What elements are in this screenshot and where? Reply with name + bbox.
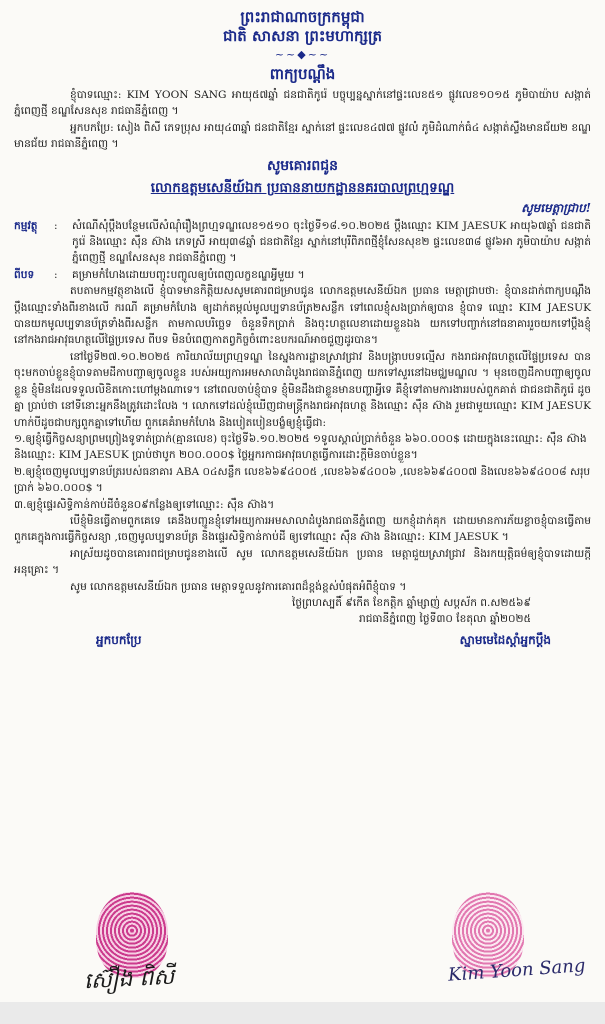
- list-item: ១.ឲ្យខ្ញុំធ្វើកិច្ចសន្យាព្រមព្រៀងទូទាត់ប្រាក់(គ្មានលេខ) ចុះថ្ងៃទី៦.១០.២០២៥ ១ទូលស្គាល់ប្រាក់ចំនួន ៦៦០.០០០$ ដោយក្នុងនេះឈ្មោះ: ស៊ឹន ស៊ាង និងឈ្មោះ: KIM JAESUK ប្រាប់ថាបូក ២០០.០០០$ ថ្លៃអ្នករកាជអាវុធហត្ថធ្វើការដោះក្ដីមិនចាប់ខ្លួន។: [14, 432, 587, 462]
- addressee: លោកឧត្តមសេនីយ៍ឯក ប្រធាននាយកដ្ឋាននគរបាលព្រហ្មទណ្ឌ: [150, 179, 455, 196]
- ornament-divider: ~~◆~~: [274, 48, 331, 61]
- closing-paragraph: សូម លោកឧត្តមសេនីយ៍ឯក ប្រធាន មេត្តាទទួលនូវការគោរពដ៏ខ្ពង់ខ្ពស់បំផុតអំពីខ្ញុំបាទ ។: [70, 580, 407, 593]
- body-paragraph: អាស្រ័យដូចបានគោរពជម្រាបជូនខាងលើ សូម លោកឧត្តមសេនីយ៍ឯក ប្រធាន មេត្តាជួយស្រាវជ្រាវ និងរកយុត្តិធម៌ឲ្យខ្ញុំបាទដោយក្ដីអនុគ្រោះ ។: [14, 547, 591, 577]
- basis-label: ពីបទ: [14, 268, 35, 281]
- translator-label: អ្នកបកប្រែ: [96, 632, 142, 647]
- respectfully-to: សូមគោរពជូន: [266, 157, 339, 174]
- basis-text: គម្រាមកំហែងដោយបញ្ចុះបញ្ចូលឲ្យបំពេញលក្ខខណ្ឌអ្វីមួយ ។: [72, 268, 305, 281]
- kingdom-heading: ព្រះរាជាណាចក្រកម្ពុជា: [240, 8, 365, 26]
- body-paragraph: តបតាមកម្មវត្ថុខាងលើ ខ្ញុំបាទមានកិត្តិយសសូមគោរពជម្រាបជូន លោកឧត្តមសេនីយ៍ឯក ប្រធាន មេត្តាជ្រាបថា: ខ្ញុំបានដាក់ពាក្យបណ្ដឹងប្ដឹងឈ្មោះទាំងពីរខាងលើ ករណី គម្រាមកំហែង ឲ្យដាក់តម្កល់មូលប្បទានប័ត្រ២សន្លឹក ទៅពេលខ្ញុំសងប្រាក់ឲ្យបាន ខ្ញុំបាទ ឈ្មោះ KIM JAESUK បានយកមូលប្បទានប័ត្រទាំងពីរសន្លឹក តាមកាលបរិច្ឆេទ ចំនួនទឹកប្រាក់ និងចុះហត្ថលេខាដោយខ្លួនឯង យកទៅបញ្ចាក់នៅធនាគាររួចយកទៅប្ដឹងខ្ញុំនៅកងរាជអាវុធហត្ថលើផ្ទៃប្រទេស ពីបទ មិនបំពេញកាតព្វកិច្ចចំពោះឧបករណ៍អាចជួញដូរបាន។: [14, 285, 591, 347]
- plaintiff-signature: Kim Yoon Sang: [447, 955, 587, 986]
- body-paragraph: នៅថ្ងៃទី២៧.១០.២០២៥ ការិយាល័យព្រហ្មទណ្ឌ នៃស្នងការដ្ឋានស្រាវជ្រាវ និងបង្ក្រាបបទល្មើស កងរាជអាវុធហត្ថលើផ្ទៃប្រទេស បានចុះមកចាប់ខ្លួនខ្ញុំបាទតាមដីកាបញ្ជាឲ្យចូលខ្លួន របស់អយ្យការអមសាលាដំបូងរាជធានីភ្នំពេញ យកទៅសួរនៅឯមជ្ឈមណ្ឌល ។ មុនចេញដីកាបញ្ជាឲ្យចូលខ្លួន ខ្ញុំមិនដែលទទួលលិខិតកោះហៅម្ដងណាទេ។ នៅពេលចាប់ខ្ញុំបាទ ខ្ញុំមិនដឹងជាខ្លួនមានបញ្ហាអ្វីទេ គឺខ្ញុំទៅតាមការងាររបស់ពួកគាត់ ជាជនជាតិកូរ៉េ ដូចគ្នា ប្រាប់ថា នៅទីនោះអ្នកនឹងត្រូវដោះលែង ។ លោកទៅដល់ខ្ញុំឃើញជាមន្ត្រីកងរាជអាវុធហត្ថ និងឈ្មោះ ស៊ឹន ស៊ាង រួមជាមួយឈ្មោះ KIM JAESUK ហាក់បីដូចជាបក្សពួកគ្នាទៅហើយ ពួកគេគំរាមកំហែង និងបៀតបៀនបង្ខំឲ្យខ្ញុំធ្វើជា:: [14, 350, 591, 429]
- subject-text: សំណើសុំប្ដឹងបន្ថែមលើសំណុំរឿងព្រហ្មទណ្ឌលេខ១៥១០ ចុះថ្ងៃទី១៨.១០.២០២៥ ប្ដឹងឈ្មោះ KIM JAESUK អាយុ៦៧ឆ្នាំ ជនជាតិកូរ៉េ និងឈ្មោះ ស៊ឹន ស៊ាង ភេទស្រី អាយុ៣៨ឆ្នាំ ជនជាតិខ្មែរ ស្នាក់នៅបុរីពិភពថ្មីខ្ញុំសែនសុខ២ ផ្ទះលេខ៣៨ ផ្លូវ៦អា ភូមិបាយ៉ាប សង្កាត់ភ្នំពេញថ្មី ខណ្ឌសែនសុខ រាជធានីភ្នំពេញ ។: [72, 219, 591, 265]
- translator-signature: ស៊ឿង ពិសី: [83, 964, 175, 995]
- bottom-strip: [0, 1002, 605, 1024]
- date-solar: រាជធានីភ្នំពេញ ថ្ងៃទី៣០ ខែតុលា ឆ្នាំ២០២៥: [358, 613, 531, 626]
- subject-colon: :: [54, 219, 58, 232]
- request-note: សូមមេត្តាជ្រាប!: [521, 200, 591, 215]
- subject-label: កម្មវត្ថុ: [14, 219, 38, 232]
- subject-row: [14, 218, 591, 267]
- signature-labels: [14, 632, 591, 650]
- basis-colon: :: [54, 268, 58, 281]
- plaintiff-intro: ខ្ញុំបាទឈ្មោះ: KIM YOON SANG អាយុ៥៧ឆ្នាំ ជនជាតិកូរ៉េ បច្ចុប្បន្នស្នាក់នៅផ្ទះលេខ៥១ ផ្លូវលេខ១០១៥ ភូមិបាយ៉ាប សង្កាត់ភ្នំពេញថ្មី ខណ្ឌសែនសុខ រាជធានីភ្នំពេញ ។: [14, 89, 591, 118]
- body-paragraph: បើខ្ញុំមិនធ្វើតាមពួកគេទេ គេនឹងបញ្ជូនខ្ញុំទៅអយ្យការអមសាលាដំបូងរាជធានីភ្នំពេញ យកខ្ញុំដាក់គុក ដោយមានការភ័យខ្លាចខ្ញុំបានធ្វើតាមពួកគេក្នុងការធ្វើកិច្ចសន្យា ,ចេញមូលប្បទានប័ត្រ និងផ្ទេរសិទ្ធិកាន់កាប់ដី ឲ្យទៅឈ្មោះ ស៊ឹន ស៊ាង និងឈ្មោះ: KIM JAESUK ។: [14, 514, 591, 544]
- date-lunar: ថ្ងៃព្រហស្បតិ៍ ៩កើត ខែកត្តិក ឆ្នាំម្សាញ់ សប្តស័ក ព.ស២៥៦៩: [291, 596, 531, 609]
- list-item: ៣.ឲ្យខ្ញុំផ្ទេរសិទ្ធិកាន់កាប់ដីចំនួន០៩កន្លែងឲ្យទៅឈ្មោះ: ស៊ឹន ស៊ាង។: [14, 498, 275, 511]
- translator-intro: អ្នកបកប្រែ: សៀង ពិសី ភេទប្រុស អាយុ៤៣ឆ្នាំ ជនជាតិខ្មែរ ស្នាក់នៅ ផ្ទះលេខ៤៧៧ ផ្លូវលំ ភូមិដំណាក់ធំ៤ សង្កាត់ស្ទឹងមានជ័យ២ ខណ្ឌមានជ័យ រាជធានីភ្នំពេញ ។: [14, 121, 591, 151]
- plaintiff-label: ស្នាមមេដៃស្ដាំអ្នកប្ដឹង: [459, 632, 551, 647]
- basis-row: [14, 267, 591, 283]
- document-title: ពាក្យបណ្ដឹង: [269, 65, 336, 83]
- list-item: ២.ឲ្យខ្ញុំចេញមូលប្បទានប័ត្ររបស់ធនាគារ ABA ០៤សន្លឹក លេខ៦៦៩៤០០៥ ,លេខ៦៦៩៤០០៦ ,លេខ៦៦៩៤០០៧ និងលេខ៦៦៩៤០០៨ សរុបប្រាក់ ៦៦០.០០០$ ។: [14, 465, 591, 495]
- national-motto: ជាតិ សាសនា ព្រះមហាក្សត្រ: [223, 27, 382, 45]
